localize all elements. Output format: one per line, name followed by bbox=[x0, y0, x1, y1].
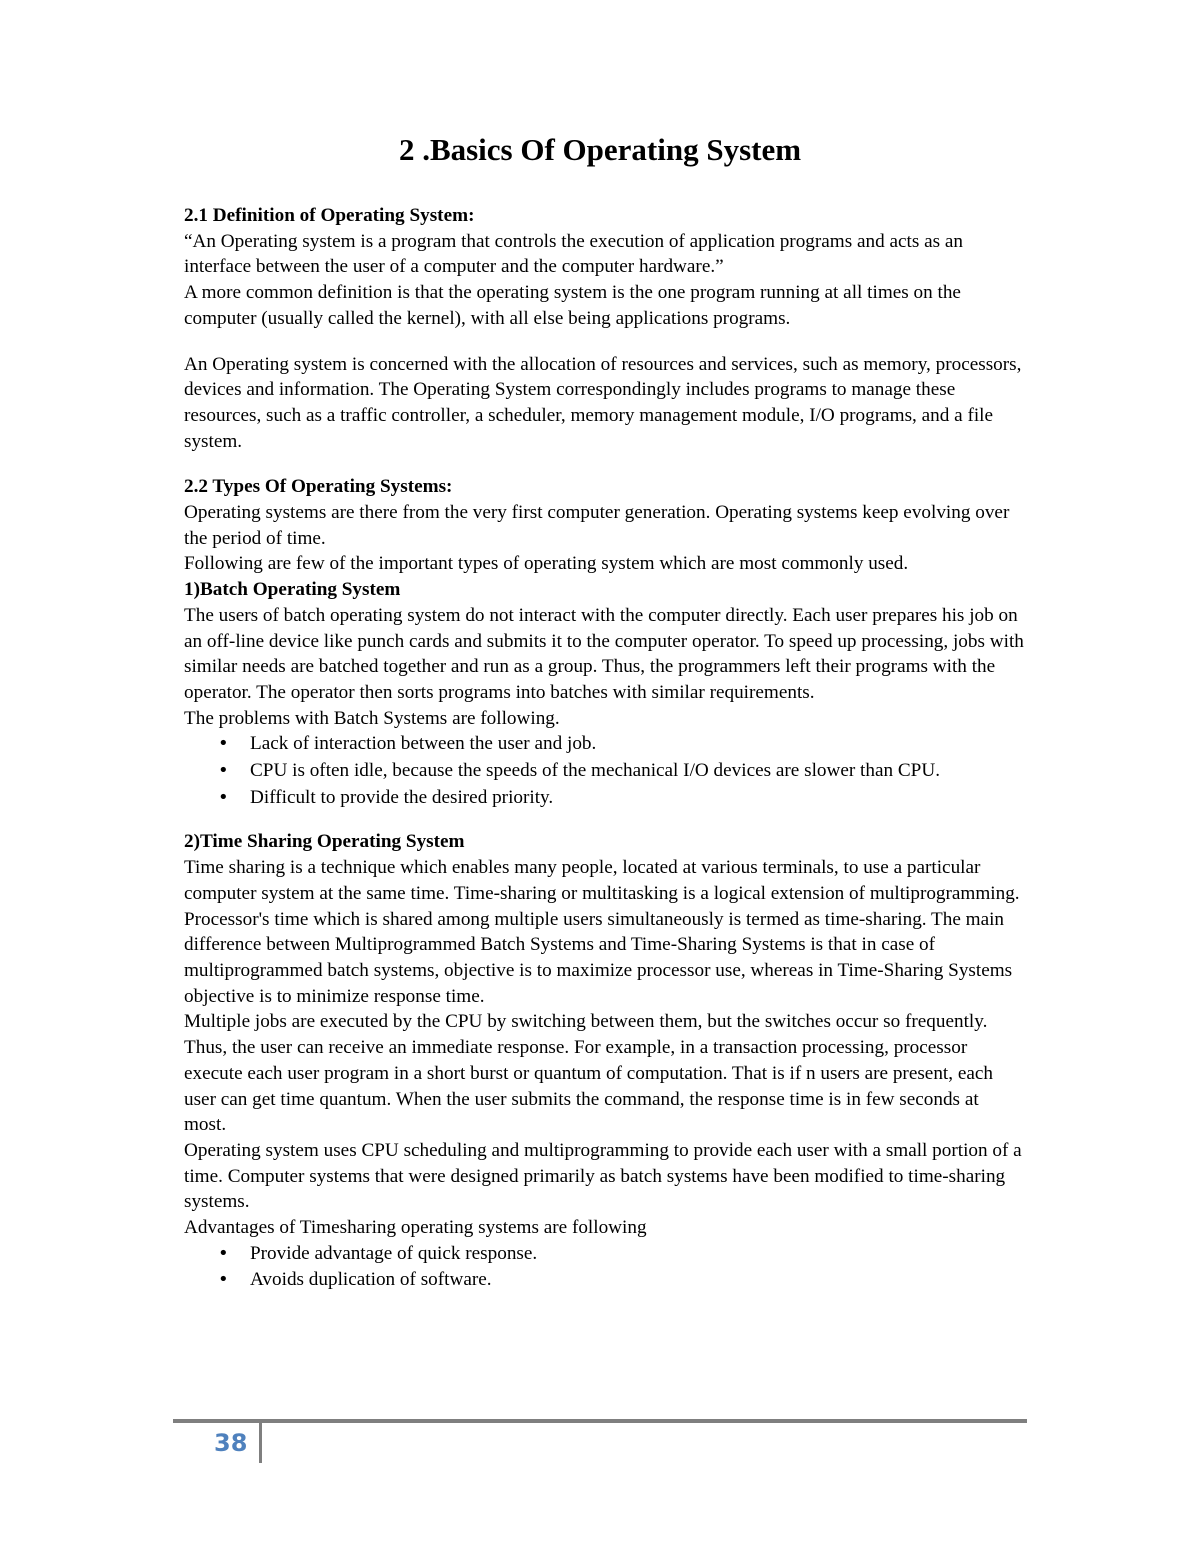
list-item: • CPU is often idle, because the speeds of the mechanical I/O devices are slower than CPU. bbox=[250, 758, 1024, 784]
definition-quote: “An Operating system is a program that controls the execution of application programs and acts as an interface between the user of a computer and the computer hardware.” bbox=[184, 230, 963, 278]
page-number: 38 bbox=[214, 1429, 248, 1457]
timesharing-advantages-list bbox=[184, 1241, 1024, 1293]
section-heading-types: 2.2 Types Of Operating Systems: bbox=[184, 476, 453, 498]
document-body bbox=[184, 203, 1024, 1294]
timesharing-paragraph-3: Operating system uses CPU scheduling and multiprogramming to provide each user with a small portion of a time. Computer systems that were designed primarily as batch systems have been modified to time-sharing systems. bbox=[184, 1139, 1022, 1213]
footer-divider bbox=[259, 1423, 262, 1463]
subheading-timesharing: 2)Time Sharing Operating System bbox=[184, 831, 465, 853]
list-item: • Provide advantage of quick response. bbox=[250, 1241, 1024, 1267]
list-item: • Avoids duplication of software. bbox=[250, 1267, 1024, 1293]
batch-paragraph-1: The users of batch operating system do not interact with the computer directly. Each user prepares his job on an off-line device like punch cards and submits it to the computer operator. To speed up processing, jobs with similar needs are batched together and run as a group. Thus, the programmers left their programs with the operator. The operator then sorts programs into batches with similar requirements. bbox=[184, 604, 1024, 703]
footer-rule bbox=[173, 1419, 1027, 1423]
subheading-batch: 1)Batch Operating System bbox=[184, 579, 401, 601]
list-item: • Lack of interaction between the user and job. bbox=[250, 731, 1024, 757]
timesharing-paragraph-4: Advantages of Timesharing operating systems are following bbox=[184, 1217, 647, 1239]
definition-paragraph: A more common definition is that the operating system is the one program running at all times on the computer (usually called the kernel), with all else being applications programs. bbox=[184, 282, 961, 329]
resources-paragraph: An Operating system is concerned with the allocation of resources and services, such as memory, processors, devices and information. The Operating System correspondingly includes programs to manage these resources, such as a traffic controller, a scheduler, memory management module, I/O programs, and a file system. bbox=[184, 353, 1022, 452]
batch-paragraph-2: The problems with Batch Systems are following. bbox=[184, 707, 560, 729]
types-paragraph-2: Following are few of the important types of operating system which are most commonly used. bbox=[184, 553, 909, 575]
section-heading-definition: 2.1 Definition of Operating System: bbox=[184, 205, 475, 226]
timesharing-paragraph-1: Time sharing is a technique which enables many people, located at various terminals, to use a particular computer system at the same time. Time-sharing or multitasking is a logical extension of multiprogramming. Processor's time which is shared among multiple users simultaneously is termed as time-sharing. The main difference between Multiprogrammed Batch Systems and Time-Sharing Systems is that in case of multiprogrammed batch systems, objective is to maximize processor use, whereas in Time-Sharing Systems objective is to minimize response time. bbox=[184, 857, 1020, 1007]
page-title: 2 .Basics Of Operating System bbox=[398, 132, 802, 167]
batch-problems-list bbox=[184, 731, 1024, 810]
types-paragraph-1: Operating systems are there from the very first computer generation. Operating systems keep evolving over the period of time. bbox=[184, 502, 1010, 549]
timesharing-paragraph-2: Multiple jobs are executed by the CPU by switching between them, but the switches occur so frequently. Thus, the user can receive an immediate response. For example, in a transaction processing, processor execute each user program in a short burst or quantum of computation. That is if n users are present, each user can get time quantum. When the user submits the command, the response time is in few seconds at most. bbox=[184, 1011, 993, 1136]
list-item: • Difficult to provide the desired priority. bbox=[250, 785, 1024, 811]
